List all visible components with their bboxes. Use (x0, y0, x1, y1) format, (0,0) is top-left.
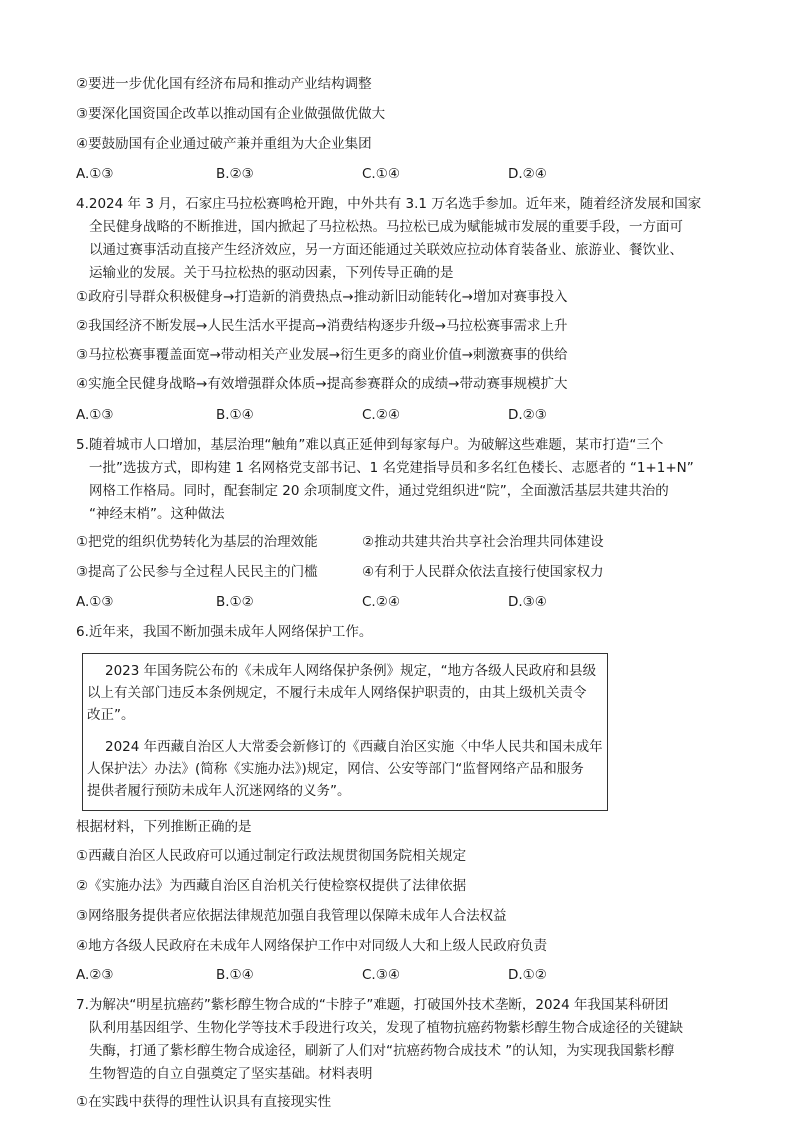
q6-item-1: ①西藏自治区人民政府可以通过制定行政法规贯彻国务院相关规定 (76, 848, 467, 864)
q3-item-3: ③要深化国资国企改革以推动国有企业做强做优做大 (76, 106, 386, 122)
q5-option-d[interactable]: D.③④ (508, 594, 547, 610)
material-paragraph-2-line: 提供者履行预防未成年人沉迷网络的义务”。 (87, 783, 351, 799)
material-paragraph-2-line: 2024 年西藏自治区人大常委会新修订的《西藏自治区实施〈中华人民共和国未成年 (105, 739, 603, 755)
q7-stem-line: 7.为解决“明星抗癌药”紫杉醇生物合成的“卡脖子”难题，打破国外技术垄断，2024 年我国某科研团 (76, 997, 669, 1013)
q7-stem-line: 队利用基因组学、生物化学等技术手段进行攻关，发现了植物抗癌药物紫杉醇生物合成途径的关键缺 (89, 1020, 683, 1036)
q6-item-2: ②《实施办法》为西藏自治区自治机关行使检察权提供了法律依据 (76, 878, 467, 894)
q6-stem: 6.近年来，我国不断加强未成年人网络保护工作。 (76, 624, 373, 640)
q5-item-4: ④有利于人民群众依法直接行使国家权力 (362, 564, 604, 580)
q6-question: 根据材料，下列推断正确的是 (76, 819, 252, 835)
q5-stem-line: 一批”选拔方式，即构建 1 名网格党支部书记、1 名党建指导员和多名红色楼长、志愿者的 “1+1+N” (89, 460, 694, 476)
q5-option-a[interactable]: A.①③ (76, 594, 114, 610)
q6-item-4: ④地方各级人民政府在未成年人网络保护工作中对同级人大和上级人民政府负责 (76, 938, 548, 954)
q4-item-3: ③马拉松赛事覆盖面宽→带动相关产业发展→衍生更多的商业价值→刺激赛事的供给 (76, 347, 568, 363)
q4-stem-line: 4.2024 年 3 月，石家庄马拉松赛鸣枪开跑，中外共有 3.1 万名选手参加。近年来，随着经济发展和国家 (76, 196, 702, 212)
q6-option-b[interactable]: B.①④ (216, 967, 254, 983)
material-paragraph-1-line: 2023 年国务院公布的《未成年人网络保护条例》规定，“地方各级人民政府和县级 (105, 663, 597, 679)
q3-item-2: ②要进一步优化国有经济布局和推动产业结构调整 (76, 76, 372, 92)
q4-option-c[interactable]: C.②④ (362, 407, 400, 423)
q5-stem-line: “神经末梢”。这种做法 (89, 506, 225, 522)
q3-option-b[interactable]: B.②③ (216, 166, 254, 182)
q5-stem-line: 5.随着城市人口增加，基层治理“触角”难以真正延伸到每家每户。为破解这些难题，某市打造“三个 (76, 437, 664, 453)
q4-stem-line: 全民健身战略的不断推进，国内掀起了马拉松热。马拉松已成为赋能城市发展的重要手段，一方面可 (89, 219, 683, 235)
q7-stem-line: 生物智造的自立自强奠定了坚实基础。材料表明 (89, 1066, 373, 1082)
q7-stem-line: 失酶，打通了紫杉醇生物合成途径，刷新了人们对“抗癌药物合成技术 ”的认知，为实现我国紫杉醇 (89, 1043, 675, 1059)
q5-item-2: ②推动共建共治共享社会治理共同体建设 (362, 534, 604, 550)
q3-option-d[interactable]: D.②④ (508, 166, 547, 182)
q6-option-a[interactable]: A.②③ (76, 967, 114, 983)
q6-item-3: ③网络服务提供者应依据法律规范加强自我管理以保障未成年人合法权益 (76, 908, 507, 924)
q4-option-a[interactable]: A.①③ (76, 407, 114, 423)
q4-option-b[interactable]: B.①④ (216, 407, 254, 423)
q7-item-1: ①在实践中获得的理性认识具有直接现实性 (76, 1094, 332, 1110)
q4-item-1: ①政府引导群众积极健身→打造新的消费热点→推动新旧动能转化→增加对赛事投入 (76, 289, 568, 305)
material-box (82, 653, 608, 811)
q4-stem-line: 以通过赛事活动直接产生经济效应，另一方面还能通过关联效应拉动体育装备业、旅游业、餐饮业、 (89, 242, 683, 258)
q5-item-3: ③提高了公民参与全过程人民民主的门槛 (76, 564, 318, 580)
material-paragraph-1-line: 改正”。 (87, 707, 135, 723)
material-paragraph-1-line: 以上有关部门违反本条例规定，不履行未成年人网络保护职责的，由其上级机关责令 (87, 685, 587, 701)
q5-option-b[interactable]: B.①② (216, 594, 254, 610)
q4-option-d[interactable]: D.②③ (508, 407, 547, 423)
q5-option-c[interactable]: C.②④ (362, 594, 400, 610)
q5-item-1: ①把党的组织优势转化为基层的治理效能 (76, 534, 318, 550)
q4-stem-line: 运输业的发展。关于马拉松热的驱动因素，下列传导正确的是 (89, 265, 454, 281)
q4-item-4: ④实施全民健身战略→有效增强群众体质→提高参赛群众的成绩→带动赛事规模扩大 (76, 376, 568, 392)
material-paragraph-2-line: 人保护法〉办法》(简称《实施办法》)规定，网信、公安等部门“监督网络产品和服务 (87, 761, 584, 777)
q6-option-c[interactable]: C.③④ (362, 967, 400, 983)
q5-stem-line: 网格工作格局。同时，配套制定 20 余项制度文件，通过党组织进“院”，全面激活基层共建共治的 (89, 483, 669, 499)
q4-item-2: ②我国经济不断发展→人民生活水平提高→消费结构逐步升级→马拉松赛事需求上升 (76, 318, 568, 334)
q3-option-a[interactable]: A.①③ (76, 166, 114, 182)
q6-option-d[interactable]: D.①② (508, 967, 547, 983)
q3-item-4: ④要鼓励国有企业通过破产兼并重组为大企业集团 (76, 136, 372, 152)
q3-option-c[interactable]: C.①④ (362, 166, 400, 182)
